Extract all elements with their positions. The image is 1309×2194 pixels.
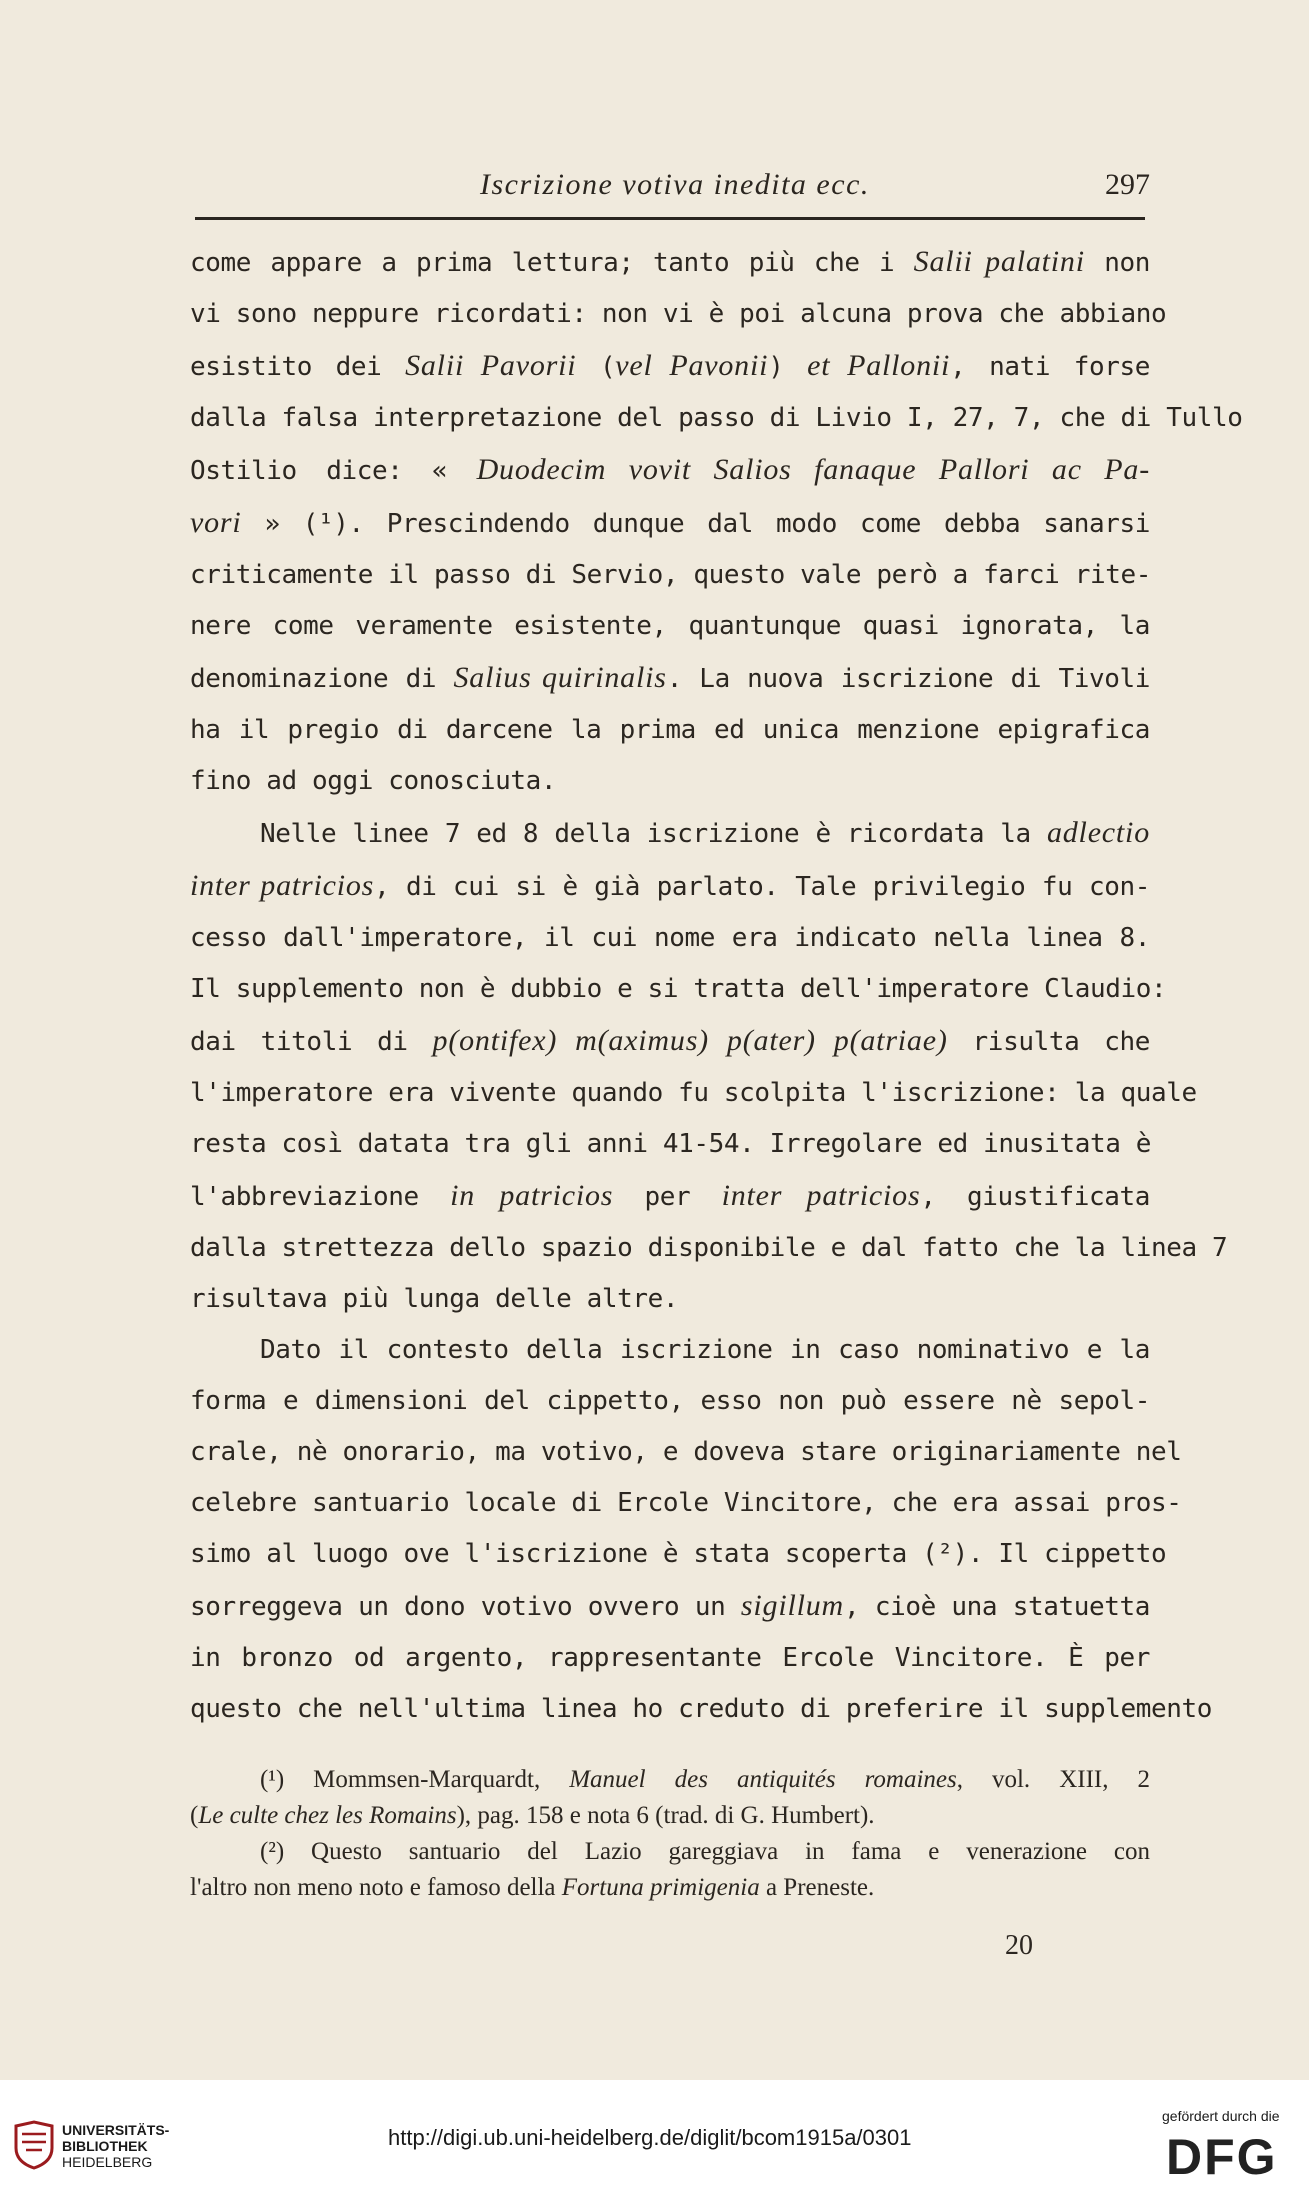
text-line: criticamente il passo di Servio, questo vale però a farci rite- [190, 560, 1151, 590]
text-line: vori » (¹). Prescindendo dunque dal modo come debba sanarsi [190, 506, 1150, 539]
italic-text: vori [190, 506, 242, 539]
footnotes [190, 1762, 1150, 1906]
footnote-2 [190, 1834, 1150, 1906]
running-header [190, 168, 1150, 208]
funding-label: gefördert durch die [1162, 2108, 1280, 2124]
paragraph-2 [190, 807, 1228, 1325]
text-line: dalla strettezza dello spazio disponibile e dal fatto che la linea 7 [190, 1233, 1228, 1263]
italic-text: Salius quirinalis [453, 661, 667, 694]
text-line: sorreggeva un dono votivo ovvero un sigillum, cioè una statuetta [190, 1589, 1150, 1622]
text-line: (¹) Mommsen-Marquardt, Manuel des antiquités romaines, vol. XIII, 2 [260, 1766, 1150, 1793]
italic-text: vel Pavonii [615, 349, 769, 382]
main-text [190, 236, 1243, 1735]
text-line: Dato il contesto della iscrizione in caso nominativo e la [260, 1335, 1150, 1365]
footnote-1 [190, 1762, 1150, 1834]
italic-text: et Pallonii [807, 349, 951, 382]
text-line: cesso dall'imperatore, il cui nome era indicato nella linea 8. [190, 923, 1150, 953]
text-line: celebre santuario locale di Ercole Vincitore, che era assai pros- [190, 1488, 1182, 1518]
header-rule [195, 217, 1145, 220]
text-line: fino ad oggi conosciuta. [190, 766, 557, 796]
text-line: in bronzo od argento, rappresentante Ercole Vincitore. È per [190, 1643, 1150, 1673]
signature-mark: 20 [1005, 1930, 1033, 1961]
italic-text: Duodecim vovit Salios fanaque Pallori ac Pa- [476, 453, 1150, 486]
text-line: come appare a prima lettura; tanto più che i Salii palatini non [190, 245, 1150, 278]
text-line: l'altro non meno noto e famoso della Fortuna primigenia a Preneste. [190, 1874, 875, 1901]
text-line: dalla falsa interpretazione del passo di Livio I, 27, 7, che di Tullo [190, 403, 1243, 433]
text-line: Il supplemento non è dubbio e si tratta dell'imperatore Claudio: [190, 974, 1167, 1004]
page-number: 297 [1105, 168, 1150, 201]
italic-text: adlectio [1046, 816, 1150, 849]
text-line: (Le culte chez les Romains), pag. 158 e nota 6 (trad. di G. Humbert). [190, 1802, 875, 1829]
dfg-logo: DFG [1166, 2129, 1278, 2185]
italic-text: Salii palatini [913, 245, 1085, 278]
text-line: Nelle linee 7 ed 8 della iscrizione è ricordata la adlectio [260, 816, 1150, 849]
italic-text: sigillum [740, 1589, 845, 1622]
heidelberg-university-library-logo-icon [12, 2120, 56, 2170]
running-title: Iscrizione votiva inedita ecc. [480, 168, 870, 201]
italic-text: Manuel des antiquités romaines [569, 1766, 957, 1793]
italic-text: inter patricios [721, 1179, 921, 1212]
text-line: vi sono neppure ricordati: non vi è poi alcuna prova che abbiano [190, 299, 1167, 329]
text-line: simo al luogo ove l'iscrizione è stata scoperta (²). Il cippetto [190, 1539, 1167, 1569]
text-line: inter patricios, di cui si è già parlato. Tale privilegio fu con- [190, 869, 1150, 902]
italic-text: Le culte chez les Romains [198, 1802, 457, 1829]
paragraph-3 [190, 1325, 1212, 1735]
text-line: crale, nè onorario, ma votivo, e doveva stare originariamente nel [190, 1437, 1182, 1467]
text-line: l'imperatore era vivente quando fu scolpita l'iscrizione: la quale [190, 1078, 1197, 1108]
text-line: denominazione di Salius quirinalis. La nuova iscrizione di Tivoli [190, 661, 1151, 694]
text-line: dai titoli di p(ontifex) m(aximus) p(ater) p(atriae) risulta che [190, 1024, 1151, 1057]
text-line: (²) Questo santuario del Lazio gareggiava in fama e venerazione con [260, 1838, 1150, 1865]
text-line: resta così datata tra gli anni 41-54. Irregolare ed inusitata è [190, 1129, 1151, 1159]
text-line: forma e dimensioni del cippetto, esso non può essere nè sepol- [190, 1386, 1150, 1416]
text-line: l'abbreviazione in patricios per inter patricios, giustificata [190, 1179, 1150, 1212]
italic-text: p(ontifex) m(aximus) p(ater) p(atriae) [432, 1024, 948, 1057]
text-line: esistito dei Salii Pavorii (vel Pavonii) et Pallonii, nati forse [190, 349, 1150, 382]
italic-text: Salii Pavorii [405, 349, 577, 382]
text-line: Ostilio dice: « Duodecim vovit Salios fanaque Pallori ac Pa- [190, 453, 1150, 486]
text-line: risultava più lunga delle altre. [190, 1284, 679, 1314]
text-line: nere come veramente esistente, quantunque quasi ignorata, la [190, 611, 1150, 641]
italic-text: inter patricios [190, 869, 375, 902]
italic-text: in patricios [450, 1179, 614, 1212]
italic-text: Fortuna primigenia [561, 1874, 760, 1901]
library-name: UNIVERSITÄTS- BIBLIOTHEK HEIDELBERG [62, 2122, 170, 2170]
permalink-url[interactable]: http://digi.ub.uni-heidelberg.de/diglit/bcom1915a/0301 [388, 2125, 912, 2150]
paragraph-1 [190, 236, 1243, 807]
text-line: questo che nell'ultima linea ho creduto di preferire il supplemento [190, 1694, 1212, 1724]
text-line: ha il pregio di darcene la prima ed unica menzione epigrafica [190, 715, 1150, 745]
